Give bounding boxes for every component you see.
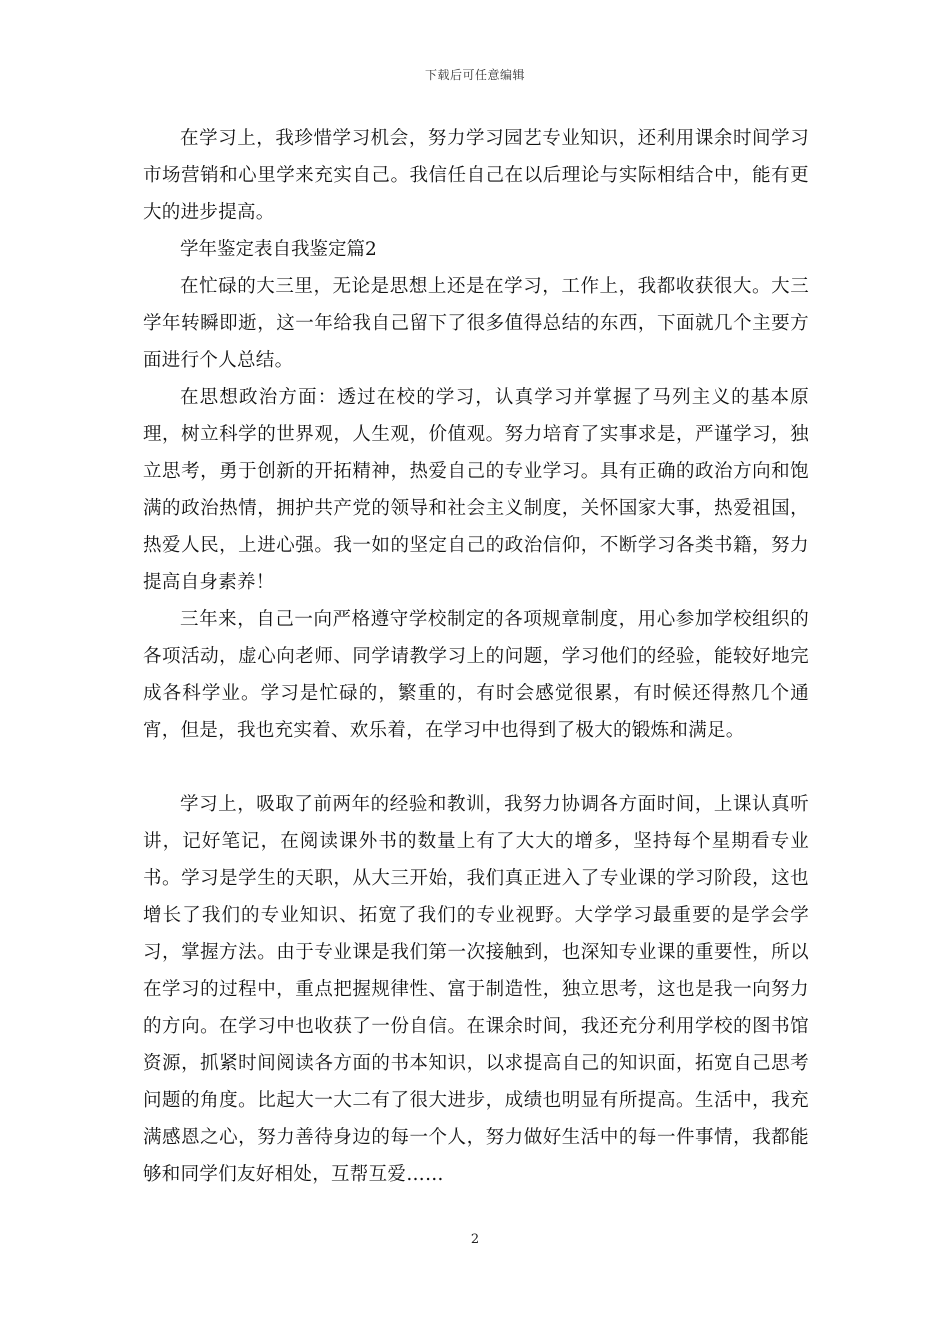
- section-heading: 学年鉴定表自我鉴定篇2: [180, 239, 377, 260]
- paragraph-ideology-politics: 在思想政治方面：透过在校的学习，认真学习并掌握了马列主义的基本原理，树立科学的世界观，人生观，价值观。努力培育了实事求是，严谨学习，独立思考，勇于创新的开拓精神，热爱自己的专业学习。具有正确的政治方向和饱满的政治热情，拥护共产党的领导和社会主义制度，关怀国家大事，热爱祖国，热爱人民，上进心强。我一如的坚定自己的政治信仰，不断学习各类书籍，努力提高自身素养！: [143, 387, 809, 593]
- paragraph-three-years: 三年来，自己一向严格遵守学校制定的各项规章制度，用心参加学校组织的各项活动，虚心向老师、同学请教学习上的问题，学习他们的经验，能较好地完成各科学业。学习是忙碌的，繁重的，有时会感觉很累，有时候还得熬几个通宵，但是，我也充实着、欢乐着，在学习中也得到了极大的锻炼和满足。: [143, 609, 809, 741]
- paragraph-junior-year-intro: 在忙碌的大三里，无论是思想上还是在学习，工作上，我都收获很大。大三学年转瞬即逝，这一年给我自己留下了很多值得总结的东西，下面就几个主要方面进行个人总结。: [143, 276, 809, 371]
- page-header-note: 下载后可任意编辑: [424, 68, 525, 82]
- paragraph-study-opportunity: 在学习上，我珍惜学习机会，努力学习园艺专业知识，还利用课余时间学习市场营销和心里学来充实自己。我信任自己在以后理论与实际相结合中，能有更大的进步提高。: [143, 128, 809, 223]
- paragraph-spacer: [143, 749, 809, 786]
- paragraph-study-life: 学习上，吸取了前两年的经验和教训，我努力协调各方面时间，上课认真听讲，记好笔记，在阅读课外书的数量上有了大大的增多，坚持每个星期看专业书。学习是学生的天职，从大三开始，我们真正进入了专业课的学习阶段，这也增长了我们的专业知识、拓宽了我们的专业视野。大学学习最重要的是学会学习，掌握方法。由于专业课是我们第一次接触到，也深知专业课的重要性，所以在学习的过程中，重点把握规律性、富于制造性，独立思考，这也是我一向努力的方向。在学习中也收获了一份自信。在课余时间，我还充分利用学校的图书馆资源，抓紧时间阅读各方面的书本知识，以求提高自己的知识面，拓宽自己思考问题的角度。比起大一大二有了很大进步，成绩也明显有所提高。生活中，我充满感恩之心，努力善待身边的每一个人，努力做好生活中的每一件事情，我都能够和同学们友好相处，互帮互爱……: [143, 794, 809, 1185]
- document-body: [143, 120, 809, 1193]
- page-number: 2: [470, 1232, 480, 1247]
